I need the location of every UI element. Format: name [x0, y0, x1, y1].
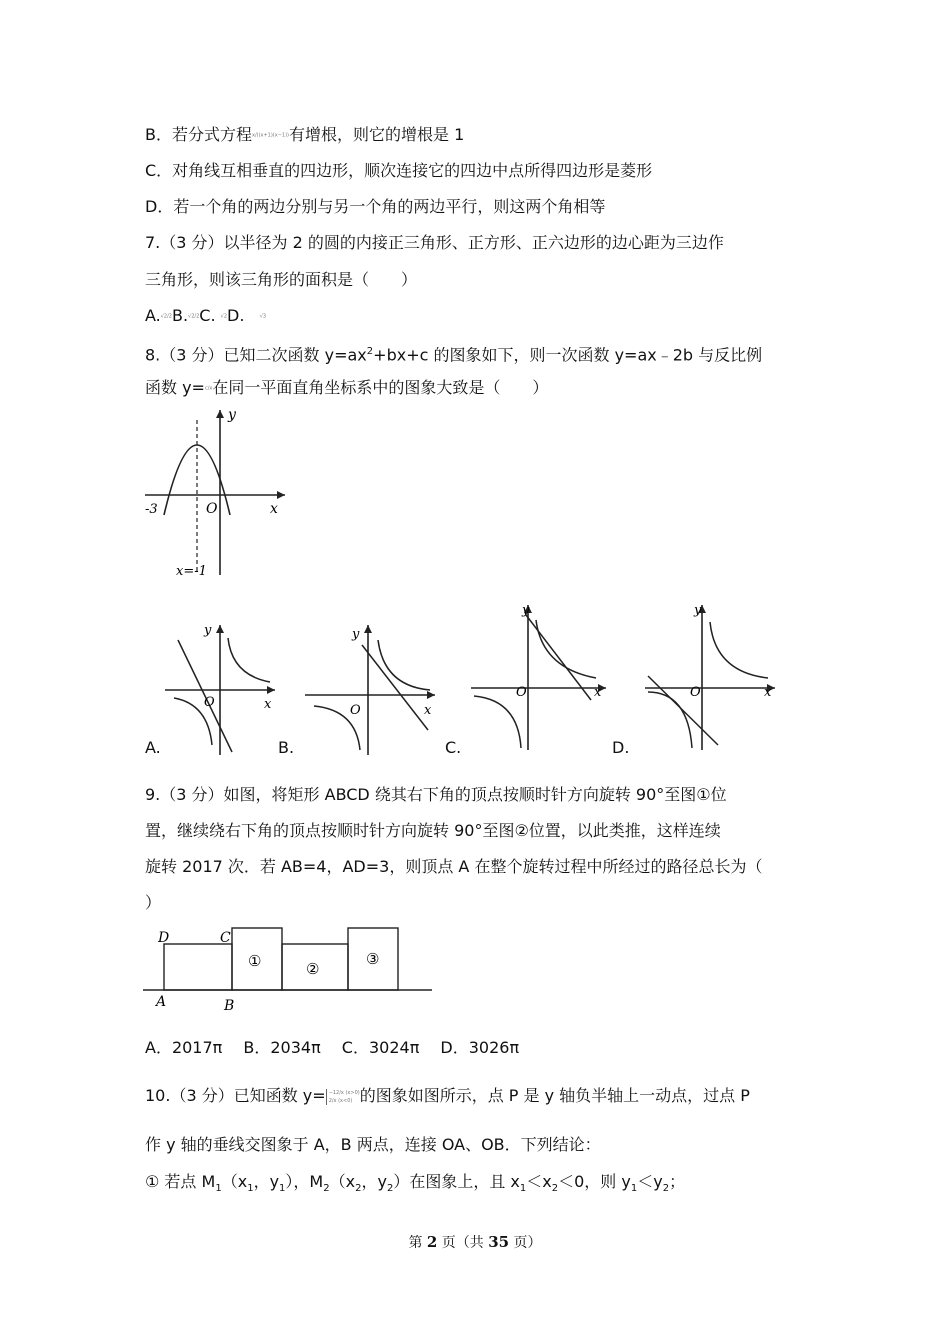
- q7-line2: 三角形，则该三角形的面积是（ ）: [145, 270, 418, 289]
- page-number: 2: [426, 1233, 438, 1251]
- svg-text:y: y: [694, 603, 702, 618]
- q7-options: A.√2/2B.√2/2C. √2D. √3: [145, 306, 267, 325]
- q8-line1: 8.（3 分）已知二次函数 $y=ax^2+bx+c$ 的图象如下，则一次函数 y=ax﹣2b 与反比例: [145, 345, 763, 365]
- q9-line2: 置，继续绕右下角的顶点按顺时针方向旋转 90°至图②位置，以此类推，这样连续: [145, 821, 721, 840]
- svg-text:-3: -3: [145, 502, 158, 517]
- q9-line1: 9.（3 分）如图，将矩形 ABCD 绕其右下角的顶点按顺时针方向旋转 90°至图①位: [145, 785, 727, 804]
- q10-line1: 10.（3 分）已知函数 y= −12/x (x>0) 2/x (x<0) 的图象如图所示，点 P 是 y 轴负半轴上一动点，过点 P: [145, 1086, 750, 1105]
- q6-fraction: x/((x+1)(x−1)): [251, 132, 289, 139]
- svg-text:x: x: [594, 685, 602, 700]
- q8-parabola-figure: [140, 405, 290, 580]
- q8-label-d: D.: [612, 738, 630, 757]
- svg-text:A: A: [156, 994, 167, 1010]
- q6-option-b: B．若分式方程x/((x+1)(x−1))有增根，则它的增根是 1: [145, 125, 465, 144]
- q6-option-c: C．对角线互相垂直的四边形，顺次连接它的四边中点所得四边形是菱形: [145, 161, 653, 180]
- q9-rectangle-figure: [140, 920, 440, 1012]
- svg-text:y: y: [522, 603, 530, 618]
- q8-option-b-graph: [300, 620, 440, 760]
- q8-label-c: C.: [445, 738, 462, 757]
- svg-text:O: O: [204, 695, 215, 710]
- svg-text:O: O: [516, 685, 527, 700]
- svg-text:O: O: [350, 703, 361, 718]
- svg-text:x: x: [264, 697, 272, 712]
- q10-line2: 作 y 轴的垂线交图象于 A，B 两点，连接 OA、OB．下列结论：: [145, 1135, 601, 1154]
- q7-line1: 7.（3 分）以半径为 2 的圆的内接正三角形、正方形、正六边形的边心距为三边作: [145, 233, 724, 252]
- q8-line2: 函数 y=c/x在同一平面直角坐标系中的图象大致是（ ）: [145, 378, 549, 397]
- svg-text:①: ①: [248, 952, 262, 970]
- q6-option-d: D．若一个角的两边分别与另一个角的两边平行，则这两个角相等: [145, 197, 606, 216]
- q10-piecewise: −12/x (x>0) 2/x (x<0): [326, 1089, 360, 1105]
- q9-line4: ）: [145, 893, 162, 912]
- q8-option-a-graph: [160, 620, 280, 760]
- q9-line3: 旋转 2017 次．若 AB=4，AD=3，则顶点 A 在整个旋转过程中所经过的路径总长为（: [145, 857, 763, 876]
- svg-text:x: x: [424, 703, 432, 718]
- svg-text:y: y: [228, 407, 236, 423]
- q10-line3: ① 若点 $M_1(x_1$，$y_1$），$M_2(x_2$，$y_2$）在图象上，且 $x_1<x_2<0$，则 $y_1<y_2$；: [145, 1172, 686, 1195]
- svg-text:D: D: [158, 930, 170, 946]
- svg-text:x=-1: x=-1: [176, 564, 207, 579]
- svg-text:O: O: [206, 501, 218, 517]
- svg-text:②: ②: [306, 960, 320, 978]
- svg-text:y: y: [352, 627, 360, 642]
- q9-options: A．2017π B．2034π C．3024π D．3026π: [145, 1038, 520, 1057]
- page-footer: 第 2 页（共 35 页）: [408, 1233, 542, 1251]
- q8-label-b: B.: [278, 738, 295, 757]
- svg-text:B: B: [224, 998, 235, 1012]
- svg-text:O: O: [690, 685, 701, 700]
- svg-text:x: x: [270, 501, 278, 517]
- q8-label-a: A.: [145, 738, 161, 757]
- page-total: 35: [488, 1233, 510, 1251]
- svg-text:③: ③: [366, 950, 380, 968]
- q8-option-d-graph: [640, 600, 780, 755]
- svg-text:y: y: [204, 623, 212, 638]
- svg-text:x: x: [764, 685, 772, 700]
- svg-text:C: C: [220, 930, 231, 946]
- q8-option-c-graph: [466, 600, 616, 755]
